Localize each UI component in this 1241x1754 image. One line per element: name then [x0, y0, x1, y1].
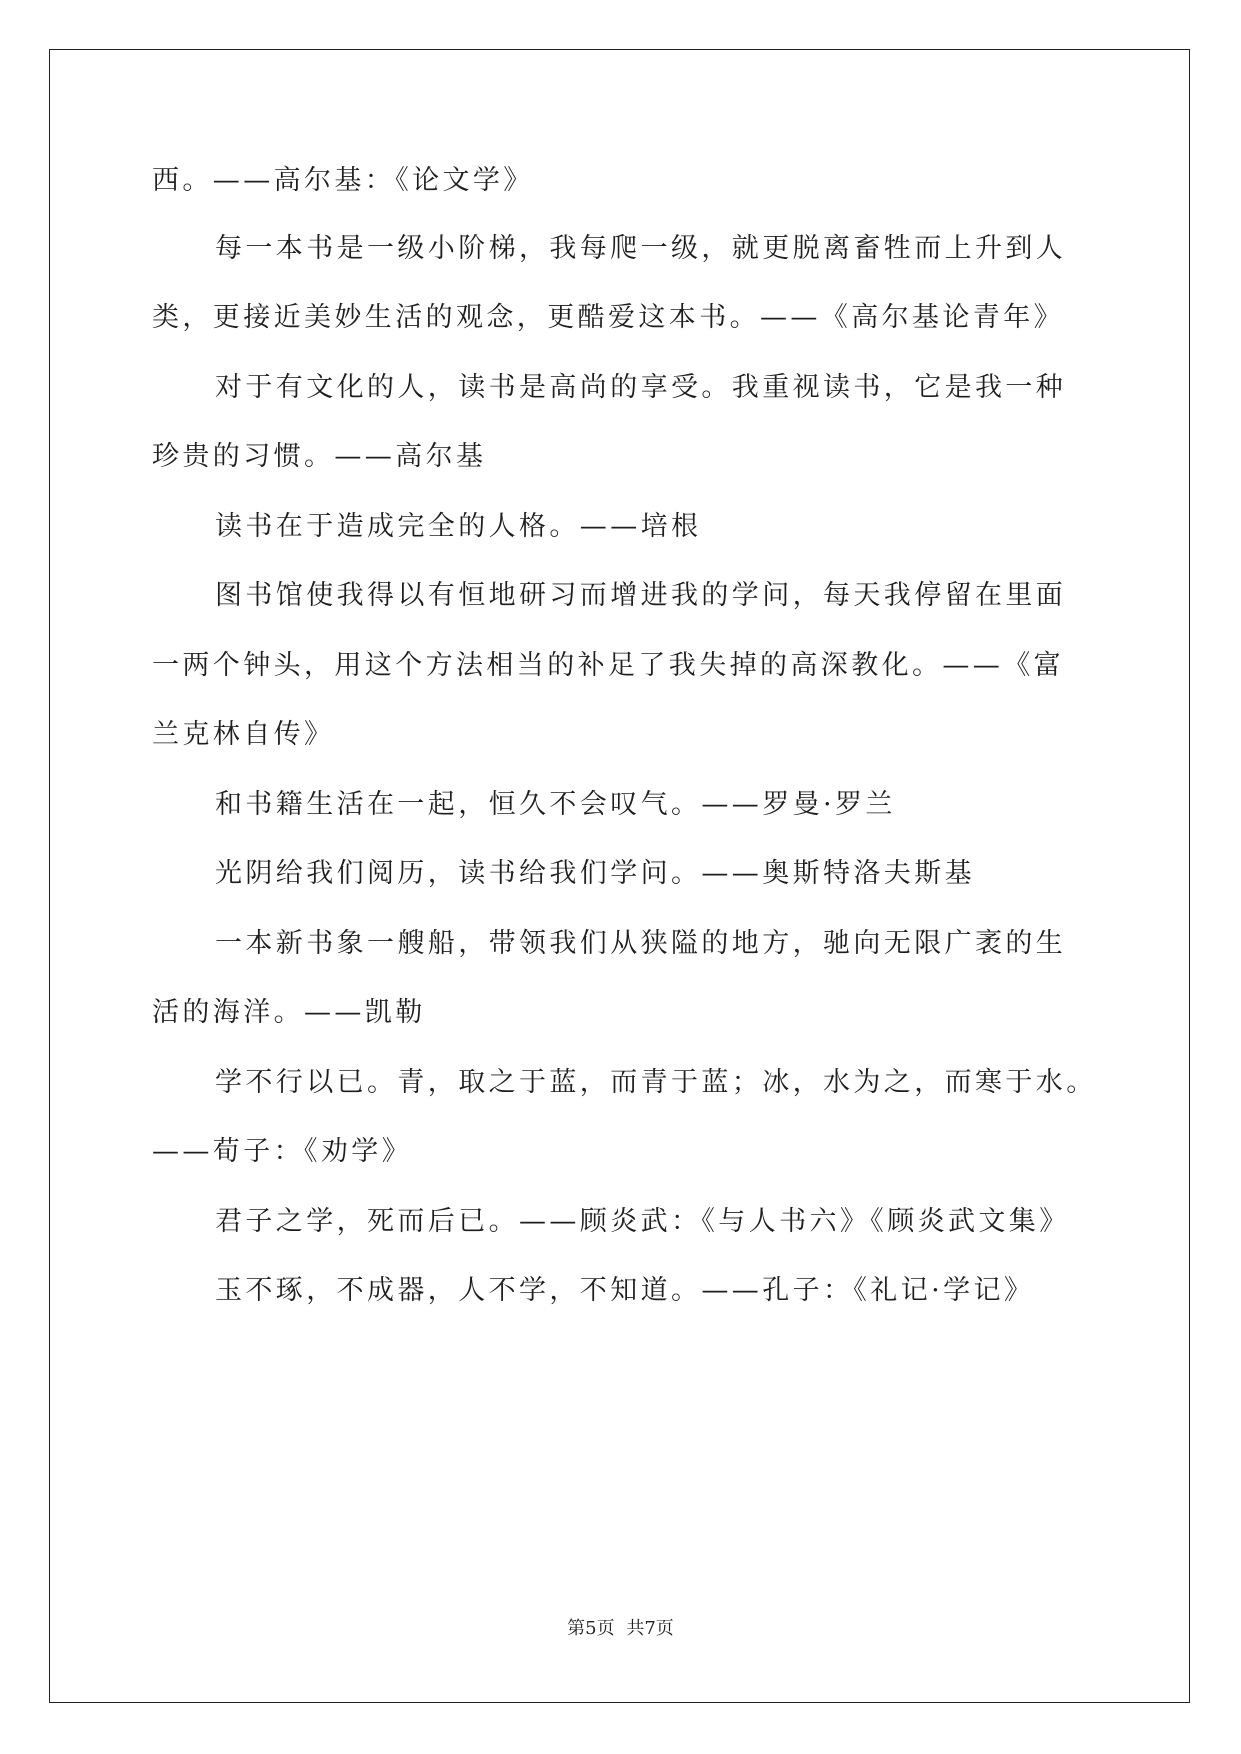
- text-line: 兰克林自传》: [152, 719, 335, 750]
- text-line: 每一本书是一级小阶梯，我每爬一级，就更脱离畜牲而上升到人: [215, 233, 1067, 264]
- page-number: 第5页: [567, 1618, 615, 1639]
- text-line: 对于有文化的人，读书是高尚的享受。我重视读书，它是我一种: [215, 372, 1067, 403]
- text-line: 君子之学，死而后已。——顾炎武：《与人书六》《顾炎武文集》: [215, 1206, 1070, 1237]
- text-line: 一两个钟头，用这个方法相当的补足了我失掉的高深教化。——《富: [152, 650, 1064, 681]
- page-footer: [0, 1614, 1241, 1640]
- text-line: 图书馆使我得以有恒地研习而增进我的学问，每天我停留在里面: [215, 580, 1067, 611]
- text-line: 光阴给我们阅历，读书给我们学问。——奥斯特洛夫斯基: [215, 858, 975, 889]
- text-line: 活的海洋。——凯勒: [152, 997, 426, 1028]
- text-line: 珍贵的习惯。——高尔基: [152, 441, 487, 472]
- text-line: 和书籍生活在一起，恒久不会叹气。——罗曼·罗兰: [215, 789, 896, 820]
- text-line: 学不行以已。青，取之于蓝，而青于蓝；冰，水为之，而寒于水。: [215, 1067, 1097, 1098]
- text-line: 玉不琢，不成器，人不学，不知道。——孔子：《礼记·学记》: [215, 1275, 1035, 1306]
- page-total: 共7页: [626, 1618, 674, 1639]
- text-line: 类，更接近美妙生活的观念，更酷爱这本书。——《高尔基论青年》: [152, 302, 1064, 333]
- text-line: ——荀子：《劝学》: [152, 1136, 413, 1167]
- text-line: 西。——高尔基：《论文学》: [152, 165, 534, 196]
- text-line: 读书在于造成完全的人格。——培根: [215, 511, 702, 542]
- text-line: 一本新书象一艘船，带领我们从狭隘的地方，驰向无限广袤的生: [215, 928, 1067, 959]
